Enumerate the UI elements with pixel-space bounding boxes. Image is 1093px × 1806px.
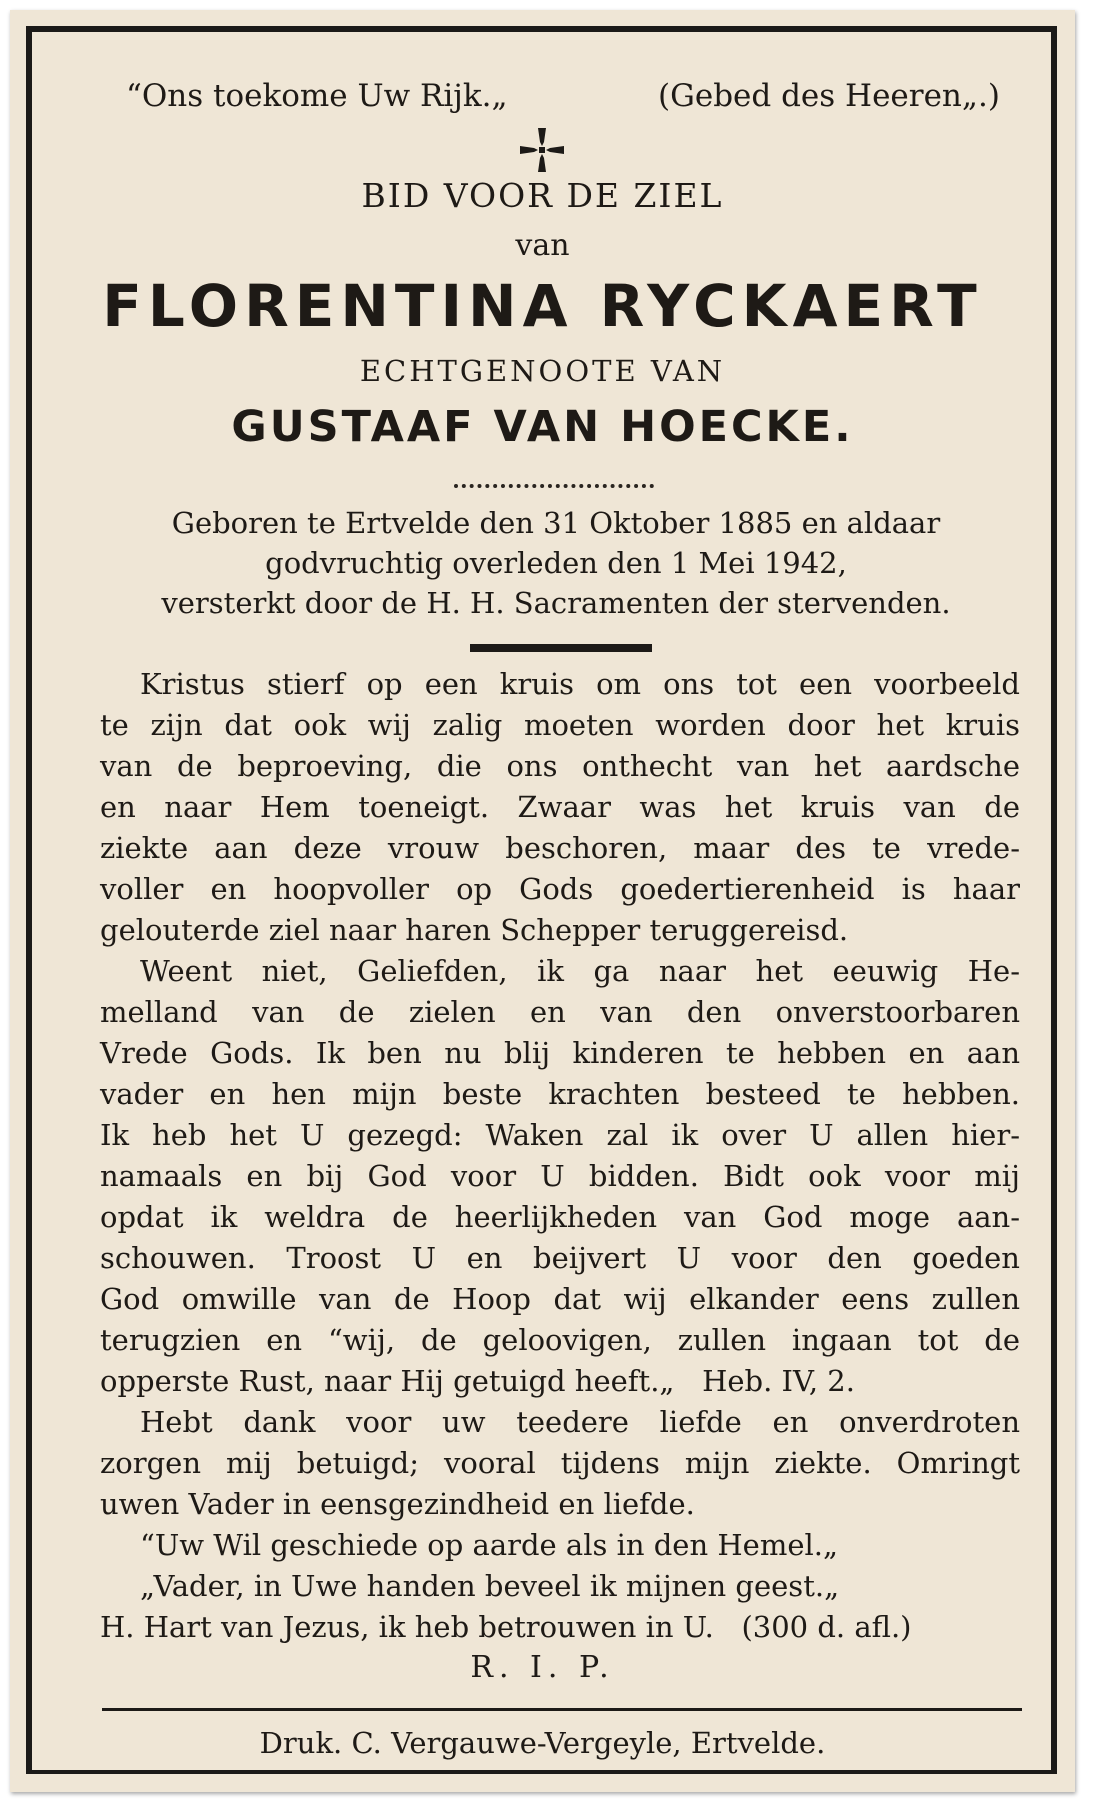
text-line: „Vader, in Uwe handen beveel ik mijnen geest.„ [140,1569,840,1603]
bottom-rule [102,1708,1022,1711]
text-line: Kristus stierf op een kruis om ons tot een voorbeeld [140,667,1020,701]
text-line: terugzien en “wij, de geloovigen, zullen ingaan tot de [100,1323,1020,1357]
text-line: te zijn dat ook wij zalig moeten worden door het kruis [100,708,1020,742]
text-line: Weent niet, Geliefden, ik ga naar het eeuwig He- [140,954,1020,988]
text-line: gelouterde ziel naar haren Schepper teruggereisd. [100,913,849,947]
text-line: namaals en bij God voor U bidden. Bidt ook voor mij [100,1159,1020,1193]
text-line: opdat ik weldra de heerlijkheden van God moge aan- [100,1200,1020,1234]
text-line: vader en hen mijn beste krachten besteed te hebben. [100,1077,1020,1111]
birth-line-1: Geboren te Ertvelde den 31 Oktober 1885 en aldaar [171,506,941,540]
text-line: en naar Hem toeneigt. Zwaar was het kruis van de [100,790,1020,824]
text-line: zorgen mij betuigd; vooral tijdens mijn ziekte. Omringt [100,1446,1020,1480]
dotted-divider [454,484,654,488]
text-line: uwen Vader in eensgezindheid en liefde. [100,1487,695,1521]
solid-divider [470,644,652,652]
cross-pattee-icon [520,128,564,172]
text-line: Hebt dank voor uw teedere liefde en onverdroten [140,1405,1020,1439]
prayer-source: (Gebed des Heeren„.) [658,78,1000,114]
text-line: “Uw Wil geschiede op aarde als in den Hemel.„ [140,1528,838,1562]
birth-line-2: godvruchtig overleden den 1 Mei 1942, [265,546,847,580]
text-line: schouwen. Troost U en beijvert U voor den goeden [100,1241,1020,1275]
text-line: voller en hoopvoller op Gods goedertierenheid is haar [100,872,1020,906]
prayer-quote: “Ons toekome Uw Rijk.„ [126,78,508,114]
rip-text: R. I. P. [470,1650,615,1685]
bid-voor-de-ziel: BID VOOR DE ZIEL [361,176,724,215]
printer-credit: Druk. C. Vergauwe-Vergeyle, Ertvelde. [259,1726,826,1760]
birth-line-3: versterkt door de H. H. Sacramenten der stervenden. [161,586,951,620]
text-line: H. Hart van Jezus, ik heb betrouwen in U. (300 d. afl.) [100,1610,912,1644]
spouse-name: GUSTAAF VAN HOECKE. [231,402,854,452]
deceased-name: FLORENTINA RYCKAERT [102,272,983,340]
memorial-card [10,10,1075,1792]
text-line: God omwille van de Hoop dat wij elkander eens zullen [100,1282,1020,1316]
text-line: ziekte aan deze vrouw beschoren, maar des te vrede- [100,831,1020,865]
van-label: van [515,228,570,263]
text-line: Ik heb het U gezegd: Waken zal ik over U allen hier- [100,1118,1020,1152]
spouse-label: ECHTGENOOTE VAN [359,354,726,388]
text-line: van de beproeving, die ons onthecht van het aardsche [100,749,1020,783]
text-line: melland van de zielen en van den onverstoorbaren [100,995,1020,1029]
text-line: Vrede Gods. Ik ben nu blij kinderen te hebben en aan [100,1036,1020,1070]
memorial-text [100,664,1020,1648]
text-line: opperste Rust, naar Hij getuigd heeft.„ Heb. IV, 2. [100,1364,855,1398]
